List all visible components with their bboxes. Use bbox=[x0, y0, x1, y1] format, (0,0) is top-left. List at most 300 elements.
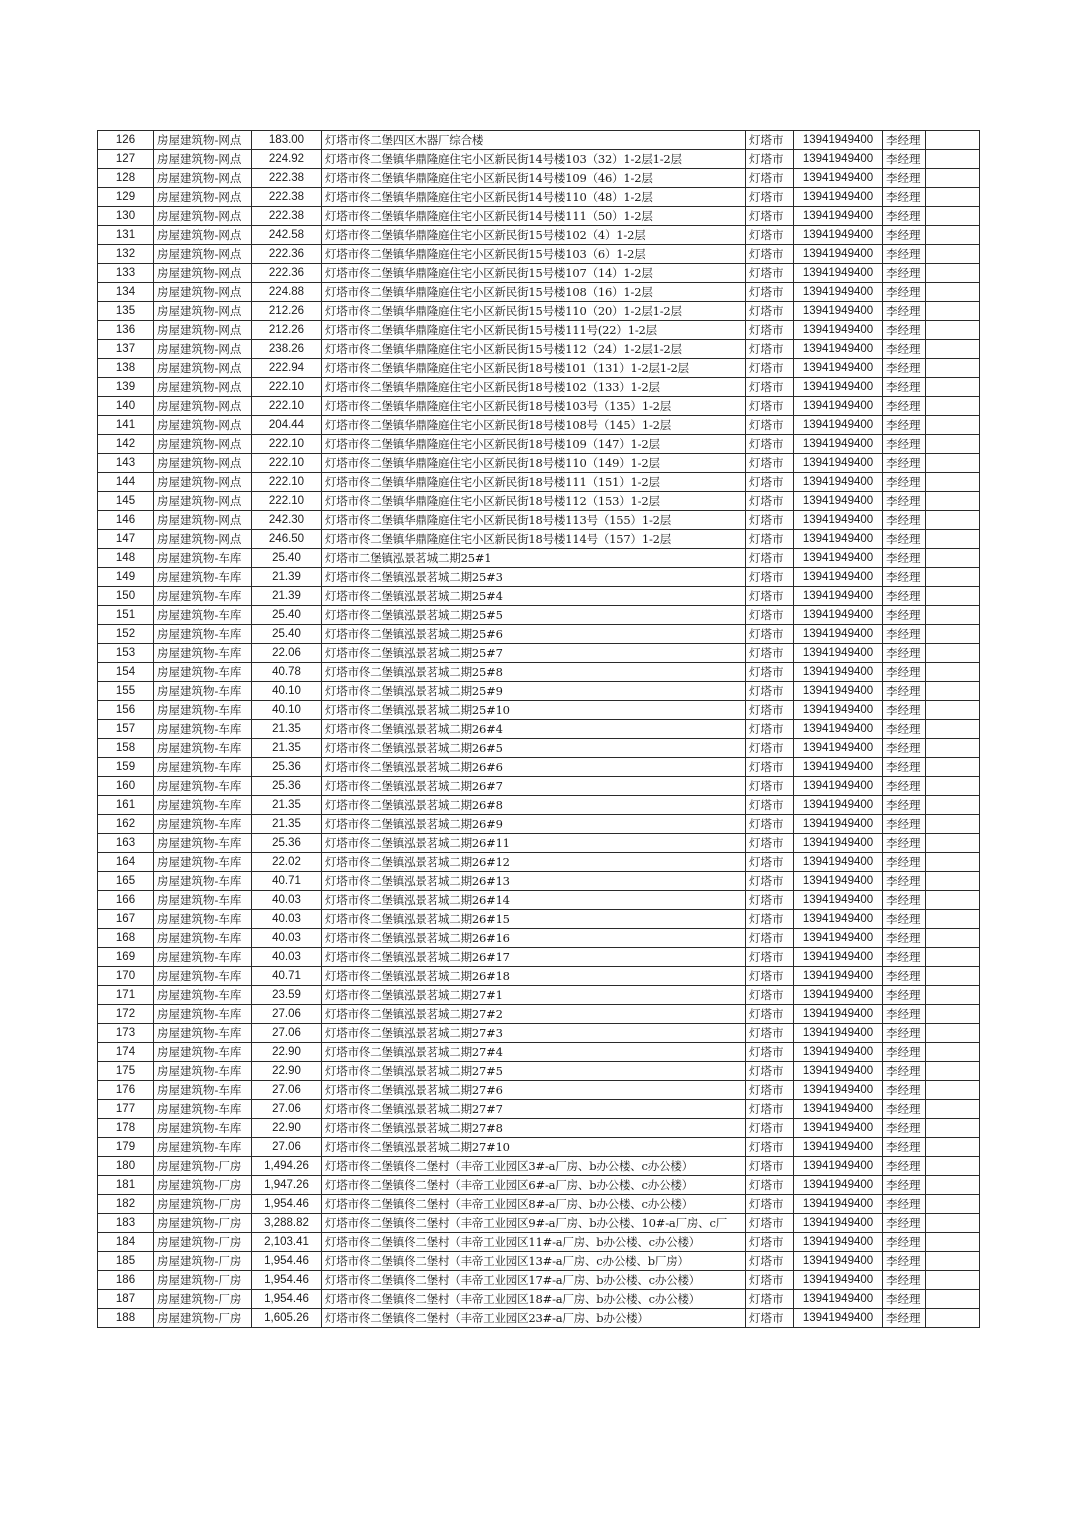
table-row bbox=[98, 948, 980, 967]
table-row bbox=[98, 1290, 980, 1309]
address: 灯塔市二堡镇泓景茗城二期25#1 bbox=[322, 549, 746, 568]
row-number: 128 bbox=[98, 169, 154, 188]
row-number: 136 bbox=[98, 321, 154, 340]
blank-cell bbox=[926, 1271, 980, 1290]
address: 灯塔市佟二堡镇华鼎隆庭住宅小区新民街18号楼114号（157）1-2层 bbox=[322, 530, 746, 549]
contact-phone: 13941949400 bbox=[794, 397, 883, 416]
blank-cell bbox=[926, 1195, 980, 1214]
row-number: 150 bbox=[98, 587, 154, 606]
blank-cell bbox=[926, 435, 980, 454]
row-number: 153 bbox=[98, 644, 154, 663]
address: 灯塔市佟二堡镇华鼎隆庭住宅小区新民街18号楼103号（135）1-2层 bbox=[322, 397, 746, 416]
blank-cell bbox=[926, 1138, 980, 1157]
table-row bbox=[98, 891, 980, 910]
contact-person: 李经理 bbox=[883, 1119, 926, 1138]
asset-type: 房屋建筑物-厂房 bbox=[154, 1233, 252, 1252]
city: 灯塔市 bbox=[746, 872, 794, 891]
area-value: 222.10 bbox=[252, 454, 322, 473]
contact-person: 李经理 bbox=[883, 245, 926, 264]
blank-cell bbox=[926, 1214, 980, 1233]
city: 灯塔市 bbox=[746, 986, 794, 1005]
blank-cell bbox=[926, 492, 980, 511]
row-number: 149 bbox=[98, 568, 154, 587]
contact-phone: 13941949400 bbox=[794, 720, 883, 739]
row-number: 187 bbox=[98, 1290, 154, 1309]
address: 灯塔市佟二堡镇华鼎隆庭住宅小区新民街15号楼103（6）1-2层 bbox=[322, 245, 746, 264]
table-row bbox=[98, 473, 980, 492]
blank-cell bbox=[926, 1024, 980, 1043]
contact-person: 李经理 bbox=[883, 777, 926, 796]
contact-phone: 13941949400 bbox=[794, 321, 883, 340]
asset-type: 房屋建筑物-网点 bbox=[154, 530, 252, 549]
row-number: 138 bbox=[98, 359, 154, 378]
area-value: 21.35 bbox=[252, 815, 322, 834]
row-number: 172 bbox=[98, 1005, 154, 1024]
area-value: 183.00 bbox=[252, 131, 322, 150]
row-number: 148 bbox=[98, 549, 154, 568]
row-number: 167 bbox=[98, 910, 154, 929]
address: 灯塔市佟二堡镇泓景茗城二期27#7 bbox=[322, 1100, 746, 1119]
table-row bbox=[98, 834, 980, 853]
contact-person: 李经理 bbox=[883, 853, 926, 872]
blank-cell bbox=[926, 264, 980, 283]
contact-person: 李经理 bbox=[883, 663, 926, 682]
area-value: 222.38 bbox=[252, 188, 322, 207]
table-row bbox=[98, 606, 980, 625]
contact-phone: 13941949400 bbox=[794, 1062, 883, 1081]
table-row bbox=[98, 1081, 980, 1100]
table-row bbox=[98, 1214, 980, 1233]
contact-phone: 13941949400 bbox=[794, 1214, 883, 1233]
area-value: 212.26 bbox=[252, 302, 322, 321]
contact-phone: 13941949400 bbox=[794, 1290, 883, 1309]
address: 灯塔市佟二堡镇泓景茗城二期26#4 bbox=[322, 720, 746, 739]
asset-type: 房屋建筑物-网点 bbox=[154, 321, 252, 340]
city: 灯塔市 bbox=[746, 701, 794, 720]
city: 灯塔市 bbox=[746, 834, 794, 853]
area-value: 40.78 bbox=[252, 663, 322, 682]
asset-type: 房屋建筑物-车库 bbox=[154, 815, 252, 834]
asset-type: 房屋建筑物-网点 bbox=[154, 283, 252, 302]
table-row bbox=[98, 359, 980, 378]
area-value: 25.40 bbox=[252, 549, 322, 568]
table-row bbox=[98, 1309, 980, 1328]
area-value: 40.03 bbox=[252, 929, 322, 948]
city: 灯塔市 bbox=[746, 378, 794, 397]
blank-cell bbox=[926, 511, 980, 530]
blank-cell bbox=[926, 549, 980, 568]
contact-phone: 13941949400 bbox=[794, 1252, 883, 1271]
address: 灯塔市佟二堡镇华鼎隆庭住宅小区新民街14号楼103（32）1-2层1-2层 bbox=[322, 150, 746, 169]
asset-type: 房屋建筑物-网点 bbox=[154, 397, 252, 416]
address: 灯塔市佟二堡镇泓景茗城二期25#5 bbox=[322, 606, 746, 625]
city: 灯塔市 bbox=[746, 321, 794, 340]
asset-type: 房屋建筑物-网点 bbox=[154, 511, 252, 530]
address: 灯塔市佟二堡镇泓景茗城二期26#12 bbox=[322, 853, 746, 872]
area-value: 222.10 bbox=[252, 397, 322, 416]
contact-person: 李经理 bbox=[883, 1252, 926, 1271]
area-value: 1,954.46 bbox=[252, 1271, 322, 1290]
area-value: 21.35 bbox=[252, 720, 322, 739]
city: 灯塔市 bbox=[746, 1157, 794, 1176]
row-number: 175 bbox=[98, 1062, 154, 1081]
row-number: 126 bbox=[98, 131, 154, 150]
address: 灯塔市佟二堡镇佟二堡村（丰帝工业园区8#-a厂房、b办公楼、c办公楼） bbox=[322, 1195, 746, 1214]
asset-type: 房屋建筑物-网点 bbox=[154, 378, 252, 397]
city: 灯塔市 bbox=[746, 207, 794, 226]
table-row bbox=[98, 169, 980, 188]
city: 灯塔市 bbox=[746, 1081, 794, 1100]
asset-type: 房屋建筑物-网点 bbox=[154, 226, 252, 245]
table-row bbox=[98, 682, 980, 701]
address: 灯塔市佟二堡镇泓景茗城二期27#2 bbox=[322, 1005, 746, 1024]
area-value: 40.03 bbox=[252, 891, 322, 910]
address: 灯塔市佟二堡镇泓景茗城二期26#7 bbox=[322, 777, 746, 796]
row-number: 151 bbox=[98, 606, 154, 625]
blank-cell bbox=[926, 226, 980, 245]
blank-cell bbox=[926, 1100, 980, 1119]
contact-person: 李经理 bbox=[883, 986, 926, 1005]
area-value: 246.50 bbox=[252, 530, 322, 549]
city: 灯塔市 bbox=[746, 929, 794, 948]
city: 灯塔市 bbox=[746, 1138, 794, 1157]
row-number: 129 bbox=[98, 188, 154, 207]
asset-type: 房屋建筑物-车库 bbox=[154, 739, 252, 758]
contact-phone: 13941949400 bbox=[794, 169, 883, 188]
area-value: 224.88 bbox=[252, 283, 322, 302]
contact-person: 李经理 bbox=[883, 549, 926, 568]
asset-type: 房屋建筑物-车库 bbox=[154, 663, 252, 682]
table-row bbox=[98, 644, 980, 663]
address: 灯塔市佟二堡镇泓景茗城二期26#8 bbox=[322, 796, 746, 815]
asset-type: 房屋建筑物-网点 bbox=[154, 416, 252, 435]
area-value: 40.10 bbox=[252, 701, 322, 720]
table-row bbox=[98, 150, 980, 169]
contact-person: 李经理 bbox=[883, 150, 926, 169]
city: 灯塔市 bbox=[746, 359, 794, 378]
table-row bbox=[98, 416, 980, 435]
contact-person: 李经理 bbox=[883, 1138, 926, 1157]
asset-type: 房屋建筑物-厂房 bbox=[154, 1157, 252, 1176]
row-number: 160 bbox=[98, 777, 154, 796]
row-number: 158 bbox=[98, 739, 154, 758]
row-number: 179 bbox=[98, 1138, 154, 1157]
contact-person: 李经理 bbox=[883, 815, 926, 834]
blank-cell bbox=[926, 644, 980, 663]
asset-type: 房屋建筑物-车库 bbox=[154, 1100, 252, 1119]
contact-person: 李经理 bbox=[883, 606, 926, 625]
address: 灯塔市佟二堡四区木器厂综合楼 bbox=[322, 131, 746, 150]
blank-cell bbox=[926, 188, 980, 207]
asset-type: 房屋建筑物-车库 bbox=[154, 967, 252, 986]
address: 灯塔市佟二堡镇华鼎隆庭住宅小区新民街14号楼109（46）1-2层 bbox=[322, 169, 746, 188]
row-number: 137 bbox=[98, 340, 154, 359]
asset-type: 房屋建筑物-车库 bbox=[154, 758, 252, 777]
area-value: 40.03 bbox=[252, 948, 322, 967]
area-value: 22.90 bbox=[252, 1043, 322, 1062]
table-row bbox=[98, 1100, 980, 1119]
contact-phone: 13941949400 bbox=[794, 777, 883, 796]
table-row bbox=[98, 1233, 980, 1252]
contact-person: 李经理 bbox=[883, 739, 926, 758]
city: 灯塔市 bbox=[746, 492, 794, 511]
asset-type: 房屋建筑物-网点 bbox=[154, 150, 252, 169]
area-value: 40.10 bbox=[252, 682, 322, 701]
contact-person: 李经理 bbox=[883, 530, 926, 549]
contact-phone: 13941949400 bbox=[794, 1005, 883, 1024]
address: 灯塔市佟二堡镇泓景茗城二期26#5 bbox=[322, 739, 746, 758]
contact-person: 李经理 bbox=[883, 473, 926, 492]
row-number: 130 bbox=[98, 207, 154, 226]
contact-person: 李经理 bbox=[883, 568, 926, 587]
address: 灯塔市佟二堡镇华鼎隆庭住宅小区新民街15号楼108（16）1-2层 bbox=[322, 283, 746, 302]
address: 灯塔市佟二堡镇华鼎隆庭住宅小区新民街18号楼101（131）1-2层1-2层 bbox=[322, 359, 746, 378]
asset-type: 房屋建筑物-网点 bbox=[154, 264, 252, 283]
asset-type: 房屋建筑物-厂房 bbox=[154, 1252, 252, 1271]
blank-cell bbox=[926, 1157, 980, 1176]
contact-phone: 13941949400 bbox=[794, 416, 883, 435]
row-number: 178 bbox=[98, 1119, 154, 1138]
contact-person: 李经理 bbox=[883, 1100, 926, 1119]
address: 灯塔市佟二堡镇泓景茗城二期25#7 bbox=[322, 644, 746, 663]
area-value: 238.26 bbox=[252, 340, 322, 359]
blank-cell bbox=[926, 131, 980, 150]
address: 灯塔市佟二堡镇泓景茗城二期26#16 bbox=[322, 929, 746, 948]
contact-person: 李经理 bbox=[883, 1157, 926, 1176]
area-value: 222.10 bbox=[252, 473, 322, 492]
row-number: 152 bbox=[98, 625, 154, 644]
row-number: 164 bbox=[98, 853, 154, 872]
blank-cell bbox=[926, 1290, 980, 1309]
asset-type: 房屋建筑物-车库 bbox=[154, 568, 252, 587]
table-row bbox=[98, 131, 980, 150]
city: 灯塔市 bbox=[746, 720, 794, 739]
blank-cell bbox=[926, 758, 980, 777]
address: 灯塔市佟二堡镇华鼎隆庭住宅小区新民街18号楼113号（155）1-2层 bbox=[322, 511, 746, 530]
row-number: 146 bbox=[98, 511, 154, 530]
address: 灯塔市佟二堡镇佟二堡村（丰帝工业园区3#-a厂房、b办公楼、c办公楼） bbox=[322, 1157, 746, 1176]
contact-person: 李经理 bbox=[883, 283, 926, 302]
table-row bbox=[98, 435, 980, 454]
asset-type: 房屋建筑物-网点 bbox=[154, 473, 252, 492]
area-value: 1,954.46 bbox=[252, 1252, 322, 1271]
table-row bbox=[98, 1271, 980, 1290]
table-row bbox=[98, 1138, 980, 1157]
area-value: 40.03 bbox=[252, 910, 322, 929]
city: 灯塔市 bbox=[746, 150, 794, 169]
table-row bbox=[98, 625, 980, 644]
asset-type: 房屋建筑物-车库 bbox=[154, 682, 252, 701]
contact-phone: 13941949400 bbox=[794, 1081, 883, 1100]
city: 灯塔市 bbox=[746, 169, 794, 188]
city: 灯塔市 bbox=[746, 473, 794, 492]
asset-type: 房屋建筑物-网点 bbox=[154, 302, 252, 321]
blank-cell bbox=[926, 1062, 980, 1081]
area-value: 242.58 bbox=[252, 226, 322, 245]
city: 灯塔市 bbox=[746, 264, 794, 283]
city: 灯塔市 bbox=[746, 1100, 794, 1119]
row-number: 186 bbox=[98, 1271, 154, 1290]
row-number: 170 bbox=[98, 967, 154, 986]
contact-phone: 13941949400 bbox=[794, 207, 883, 226]
city: 灯塔市 bbox=[746, 435, 794, 454]
table-row bbox=[98, 910, 980, 929]
contact-person: 李经理 bbox=[883, 701, 926, 720]
contact-phone: 13941949400 bbox=[794, 796, 883, 815]
row-number: 176 bbox=[98, 1081, 154, 1100]
city: 灯塔市 bbox=[746, 1062, 794, 1081]
asset-type: 房屋建筑物-网点 bbox=[154, 245, 252, 264]
asset-type: 房屋建筑物-车库 bbox=[154, 1081, 252, 1100]
row-number: 163 bbox=[98, 834, 154, 853]
city: 灯塔市 bbox=[746, 131, 794, 150]
table-row bbox=[98, 302, 980, 321]
blank-cell bbox=[926, 169, 980, 188]
address: 灯塔市佟二堡镇佟二堡村（丰帝工业园区18#-a厂房、b办公楼、c办公楼） bbox=[322, 1290, 746, 1309]
city: 灯塔市 bbox=[746, 1233, 794, 1252]
row-number: 155 bbox=[98, 682, 154, 701]
blank-cell bbox=[926, 1176, 980, 1195]
blank-cell bbox=[926, 796, 980, 815]
city: 灯塔市 bbox=[746, 853, 794, 872]
blank-cell bbox=[926, 891, 980, 910]
contact-phone: 13941949400 bbox=[794, 701, 883, 720]
area-value: 27.06 bbox=[252, 1100, 322, 1119]
contact-person: 李经理 bbox=[883, 340, 926, 359]
contact-phone: 13941949400 bbox=[794, 1195, 883, 1214]
contact-person: 李经理 bbox=[883, 1005, 926, 1024]
address: 灯塔市佟二堡镇泓景茗城二期27#3 bbox=[322, 1024, 746, 1043]
contact-person: 李经理 bbox=[883, 967, 926, 986]
row-number: 180 bbox=[98, 1157, 154, 1176]
blank-cell bbox=[926, 625, 980, 644]
table-row bbox=[98, 492, 980, 511]
asset-type: 房屋建筑物-厂房 bbox=[154, 1176, 252, 1195]
city: 灯塔市 bbox=[746, 587, 794, 606]
address: 灯塔市佟二堡镇华鼎隆庭住宅小区新民街18号楼109（147）1-2层 bbox=[322, 435, 746, 454]
asset-type: 房屋建筑物-车库 bbox=[154, 701, 252, 720]
table-row bbox=[98, 758, 980, 777]
city: 灯塔市 bbox=[746, 1024, 794, 1043]
area-value: 222.38 bbox=[252, 207, 322, 226]
contact-phone: 13941949400 bbox=[794, 1233, 883, 1252]
area-value: 40.71 bbox=[252, 967, 322, 986]
city: 灯塔市 bbox=[746, 644, 794, 663]
area-value: 27.06 bbox=[252, 1005, 322, 1024]
city: 灯塔市 bbox=[746, 1271, 794, 1290]
city: 灯塔市 bbox=[746, 663, 794, 682]
blank-cell bbox=[926, 1005, 980, 1024]
table-row bbox=[98, 397, 980, 416]
address: 灯塔市佟二堡镇佟二堡村（丰帝工业园区6#-a厂房、b办公楼、c办公楼） bbox=[322, 1176, 746, 1195]
row-number: 131 bbox=[98, 226, 154, 245]
area-value: 22.90 bbox=[252, 1062, 322, 1081]
contact-phone: 13941949400 bbox=[794, 150, 883, 169]
contact-person: 李经理 bbox=[883, 454, 926, 473]
area-value: 3,288.82 bbox=[252, 1214, 322, 1233]
row-number: 168 bbox=[98, 929, 154, 948]
blank-cell bbox=[926, 1252, 980, 1271]
area-value: 22.06 bbox=[252, 644, 322, 663]
contact-phone: 13941949400 bbox=[794, 568, 883, 587]
contact-person: 李经理 bbox=[883, 587, 926, 606]
address: 灯塔市佟二堡镇华鼎隆庭住宅小区新民街15号楼102（4）1-2层 bbox=[322, 226, 746, 245]
city: 灯塔市 bbox=[746, 511, 794, 530]
contact-phone: 13941949400 bbox=[794, 606, 883, 625]
row-number: 154 bbox=[98, 663, 154, 682]
contact-person: 李经理 bbox=[883, 397, 926, 416]
table-row bbox=[98, 568, 980, 587]
city: 灯塔市 bbox=[746, 340, 794, 359]
contact-person: 李经理 bbox=[883, 302, 926, 321]
contact-person: 李经理 bbox=[883, 321, 926, 340]
city: 灯塔市 bbox=[746, 891, 794, 910]
address: 灯塔市佟二堡镇泓景茗城二期26#17 bbox=[322, 948, 746, 967]
asset-type: 房屋建筑物-车库 bbox=[154, 796, 252, 815]
table-row bbox=[98, 872, 980, 891]
asset-type: 房屋建筑物-厂房 bbox=[154, 1195, 252, 1214]
blank-cell bbox=[926, 283, 980, 302]
blank-cell bbox=[926, 986, 980, 1005]
asset-type: 房屋建筑物-车库 bbox=[154, 986, 252, 1005]
area-value: 1,954.46 bbox=[252, 1290, 322, 1309]
asset-type: 房屋建筑物-车库 bbox=[154, 587, 252, 606]
blank-cell bbox=[926, 606, 980, 625]
city: 灯塔市 bbox=[746, 397, 794, 416]
contact-phone: 13941949400 bbox=[794, 131, 883, 150]
address: 灯塔市佟二堡镇泓景茗城二期27#1 bbox=[322, 986, 746, 1005]
row-number: 144 bbox=[98, 473, 154, 492]
table-row bbox=[98, 1062, 980, 1081]
table-row bbox=[98, 663, 980, 682]
contact-phone: 13941949400 bbox=[794, 473, 883, 492]
asset-type: 房屋建筑物-厂房 bbox=[154, 1309, 252, 1328]
contact-person: 李经理 bbox=[883, 644, 926, 663]
contact-phone: 13941949400 bbox=[794, 1100, 883, 1119]
asset-type: 房屋建筑物-车库 bbox=[154, 929, 252, 948]
blank-cell bbox=[926, 777, 980, 796]
blank-cell bbox=[926, 853, 980, 872]
city: 灯塔市 bbox=[746, 1005, 794, 1024]
contact-person: 李经理 bbox=[883, 929, 926, 948]
city: 灯塔市 bbox=[746, 549, 794, 568]
contact-phone: 13941949400 bbox=[794, 549, 883, 568]
contact-phone: 13941949400 bbox=[794, 815, 883, 834]
blank-cell bbox=[926, 872, 980, 891]
table-row bbox=[98, 1252, 980, 1271]
city: 灯塔市 bbox=[746, 226, 794, 245]
blank-cell bbox=[926, 397, 980, 416]
contact-person: 李经理 bbox=[883, 948, 926, 967]
row-number: 133 bbox=[98, 264, 154, 283]
row-number: 135 bbox=[98, 302, 154, 321]
table-row bbox=[98, 796, 980, 815]
asset-type: 房屋建筑物-网点 bbox=[154, 359, 252, 378]
blank-cell bbox=[926, 1119, 980, 1138]
contact-phone: 13941949400 bbox=[794, 340, 883, 359]
contact-phone: 13941949400 bbox=[794, 625, 883, 644]
contact-phone: 13941949400 bbox=[794, 359, 883, 378]
address: 灯塔市佟二堡镇泓景茗城二期26#18 bbox=[322, 967, 746, 986]
row-number: 184 bbox=[98, 1233, 154, 1252]
row-number: 159 bbox=[98, 758, 154, 777]
address: 灯塔市佟二堡镇华鼎隆庭住宅小区新民街14号楼110（48）1-2层 bbox=[322, 188, 746, 207]
address: 灯塔市佟二堡镇华鼎隆庭住宅小区新民街18号楼112（153）1-2层 bbox=[322, 492, 746, 511]
city: 灯塔市 bbox=[746, 739, 794, 758]
contact-phone: 13941949400 bbox=[794, 245, 883, 264]
address: 灯塔市佟二堡镇泓景茗城二期25#10 bbox=[322, 701, 746, 720]
blank-cell bbox=[926, 568, 980, 587]
